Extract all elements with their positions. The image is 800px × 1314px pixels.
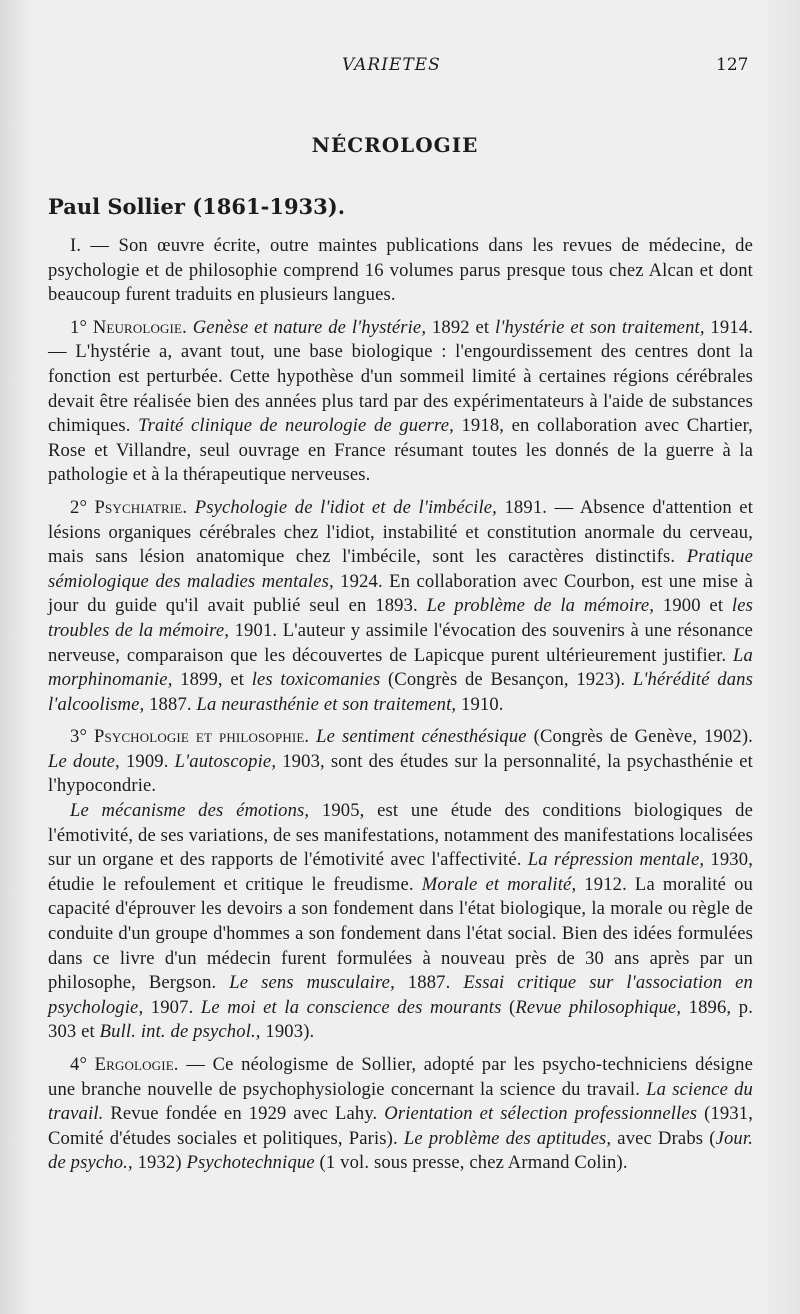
- work-title: Psychotechnique: [186, 1152, 315, 1174]
- journal-title: Jour. de psycho.,: [48, 1127, 753, 1174]
- work-title: Orientation et sélection professionnelles: [384, 1103, 698, 1125]
- page-number: 127: [716, 55, 749, 75]
- paragraph-neurologie: 1° Neurologie. Genèse et nature de l'hystérie, 1892 et l'hystérie et son traitement, 1914. — L'hystérie a, avant tout, une base biologique : l'engourdissement des centres dont la fonction est perturbée. Cette hypothèse d'un sommeil limité à certaines régions cérébrales devait être réalisée bien des années plus tard par des expérimentateurs à l'aide de substances chimiques. Traité clinique de neurologie de guerre, 1918, en collaboration avec Chartier, Rose et Villandre, seul ouvrage en France résumant toutes les donnés de la guerre à la pathologie et à la thérapeutique nerveuses.: [48, 316, 754, 486]
- journal-title: Bull. int. de psychol.,: [99, 1021, 261, 1043]
- work-title: La neurasthénie et son traitement,: [196, 693, 457, 715]
- running-head: [0, 55, 800, 85]
- work-title: Le sentiment cénesthésique: [316, 726, 527, 748]
- work-title: Le mécanisme des émotions,: [70, 800, 310, 822]
- work-title: Essai critique sur l'association en psychologie,: [48, 972, 753, 1018]
- work-title: L'hérédité dans l'alcoolisme,: [48, 669, 753, 715]
- work-title: l'hystérie et son traitement,: [495, 316, 705, 338]
- paragraph-emotions: Le mécanisme des émotions, 1905, est une étude des conditions biologiques de l'émotivité, de ses variations, de ses manifestations, notamment des manifestations localisées sur un organe et des rapports de l'émotivité avec l'affectivité. La répression mentale, 1930, étudie le refoulement et critique le freudisme. Morale et moralité, 1912. La moralité ou capacité d'éprouver les devoirs a son fondement dans l'état biologique, la morale ou règle de conduite d'un groupe d'hommes a son fondement dans l'état social. Bien des idées formulées dans ce livre d'un médecin furent formulées à nouveau près de 30 ans après par un philosophe, Bergson. Le sens musculaire, 1887. Essai critique sur l'association en psychologie, 1907. Le moi et la conscience des mourants (Revue philosophique, 1896, p. 303 et Bull. int. de psychol., 1903).: [48, 800, 754, 1043]
- work-title: les toxicomanies: [251, 669, 381, 691]
- paragraph-ergologie: 4° Ergologie. — Ce néologisme de Sollier, adopté par les psycho-techniciens désigne une branche nouvelle de psychophysiologie concernant la science du travail. La science du travail. Revue fondée en 1929 avec Lahy. Orientation et sélection professionnelles (1931, Comité d'études sociales et politiques, Paris). Le problème des aptitudes, avec Drabs (Jour. de psycho., 1932) Psychotechnique (1 vol. sous presse, chez Armand Colin).: [48, 1054, 754, 1174]
- section-label: 3° Psychologie et philosophie.: [70, 726, 310, 748]
- section-label: 4° Ergologie.: [70, 1054, 179, 1075]
- journal-title: Revue philosophique,: [515, 996, 682, 1018]
- work-title: Le moi et la conscience des mourants: [200, 996, 502, 1018]
- work-title: les troubles de la mémoire,: [48, 595, 754, 641]
- section-label: 1° Neurologie.: [70, 316, 187, 338]
- paragraph-psychologie-philosophie: 3° Psychologie et philosophie. Le sentiment cénesthésique (Congrès de Genève, 1902). Le doute, 1909. L'autoscopie, 1903, sont des études sur la personnalité, la psychasthénie et l'hypocondrie.: [48, 726, 753, 797]
- work-title: Le sens musculaire,: [229, 972, 395, 994]
- running-title: VARIETES: [342, 55, 441, 75]
- work-title: La répression mentale,: [527, 849, 705, 871]
- section-title: NÉCROLOGIE: [311, 133, 479, 157]
- work-title: La science du travail.: [48, 1078, 753, 1125]
- section-label: 2° Psychiatrie.: [70, 496, 188, 518]
- work-title: Psychologie de l'idiot et de l'imbécile,: [194, 496, 497, 518]
- work-title: Le problème des aptitudes,: [403, 1127, 612, 1149]
- obituary-heading: Paul Sollier (1861-1933).: [48, 194, 346, 219]
- paragraph-psychiatrie: 2° Psychiatrie. Psychologie de l'idiot et de l'imbécile, 1891. — Absence d'attention et lésions organiques cérébrales chez l'idiot, instabilité et constitution anormale du cerveau, mais sans lésion anatomique chez l'imbécile, sont les caractères distinctifs. Pratique sémiologique des maladies mentales, 1924. En collaboration avec Courbon, est une mise à jour du guide qu'il avait publié seul en 1893. Le problème de la mémoire, 1900 et les troubles de la mémoire, 1901. L'auteur y assimile l'évocation des souvenirs à une résonance nerveuse, comparaison que les découvertes de Lapicque purent ultérieurement justifier. La morphinomanie, 1899, et les toxicomanies (Congrès de Besançon, 1923). L'hérédité dans l'alcoolisme, 1887. La neurasthénie et son traitement, 1910.: [48, 496, 754, 715]
- work-title: L'autoscopie,: [174, 750, 277, 772]
- work-title: Morale et moralité,: [421, 873, 577, 895]
- work-title: Le doute,: [48, 750, 120, 772]
- paragraph-intro: I. — Son œuvre écrite, outre maintes publications dans les revues de médecine, de psychologie et de philosophie comprend 16 volumes parus presque tous chez Alcan et dont beaucoup furent traduits en plusieurs langues.: [48, 235, 753, 306]
- work-title: Le problème de la mémoire,: [426, 595, 655, 617]
- work-title: Genèse et nature de l'hystérie,: [192, 316, 427, 338]
- article-body: [48, 234, 753, 1176]
- work-title: La morphinomanie,: [48, 644, 753, 691]
- work-title: Traité clinique de neurologie de guerre,: [138, 415, 454, 437]
- work-title: Pratique sémiologique des maladies mentales,: [48, 546, 753, 592]
